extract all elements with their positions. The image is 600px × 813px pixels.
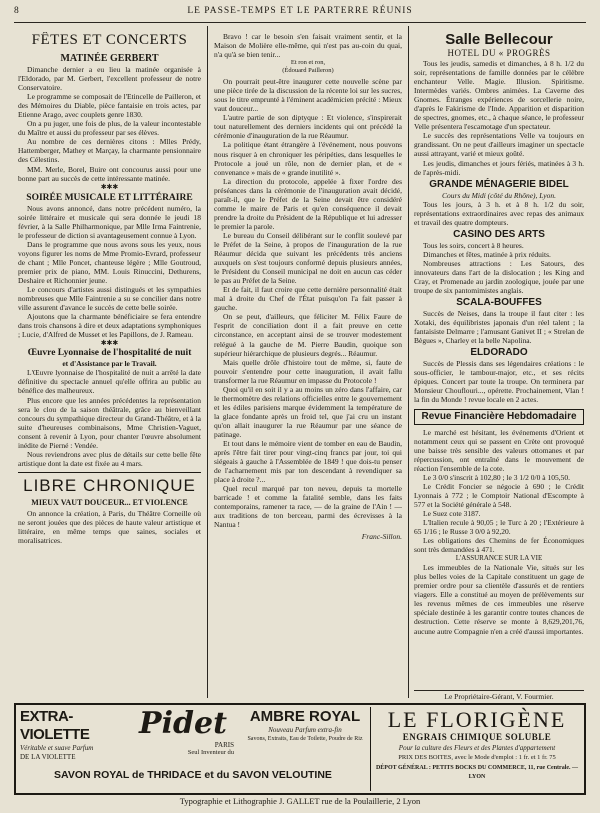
paragraph: Le Suez cote 3187. [423,508,481,518]
paragraph: Dimanche dernier a eu lieu la matinée organisée à l'Eldorado, par M. Gerbert, l'excellent professeur de notre Conservatoire. [18,65,201,93]
casino-title: CASINO DES ARTS [453,228,545,240]
paragraph: Nous avons annoncé, dans notre précédent numéro, la soirée littéraire et musicale qui sera donnée le jeudi 18 février, à la Salle Philharmonique, par Mlle Irma Faintrenie, le professeur de diction si avantageusement connue à Lyon. [18,203,201,240]
article-title: Œuvre Lyonnaise de l'hospitalité de nuit [27,348,192,359]
paragraph: Ajoutons que la charmante bénéficiaire se fera entendre dans trois chansons à dire et deux adaptations symphoniques ; Lucie, d'Alfred de Musset et les Papillons, de J. Rameau. [18,312,201,340]
brand-city: PARIS [214,741,234,749]
paragraph: MM. Merle, Borel, Buire ont concourus aussi pour une bonne part au succès de cette intéressante matinée. [18,164,201,183]
ornament-stars: ✱✱✱ [100,339,119,348]
scala-title: SCALA-BOUFFES [456,297,542,309]
salle-title: Salle Bellecour [445,32,553,48]
advertisement-band [14,703,586,795]
paragraph: L'Italien recule à 90,05 ; le Turc à 20 ; l'Extérieure à 65 1/16 ; le Russe 3 0/0 à 92,20. [414,517,584,537]
article-title: MATINÉE GERBERT [60,53,159,64]
section-rule [18,472,201,473]
paragraph: On a pu juger, une fois de plus, de la valeur incontestable du Maître et aussi du professeur par ses élèves. [18,119,201,138]
paragraph: La direction du protocole, appelée à fixer l'ordre des préséances dans la cérémonie de l'inauguration avait décidé, paraît-il, que le Préfet de la Seine devait être considéré comme le maire de Paris et qu'en conséquence il devait prendre la droite du Président de la République et lui adresser le premier la parole. [214,176,402,231]
paragraph: Nombreuses attractions : Les Satours, des innovateurs dans l'art de la dislocation ; les King and Cray, et Promenade au jardin zoologique, jouée par une troupe de six pantomimistes anglais. [414,258,584,296]
paragraph: On annonce la création, à Paris, du Théâtre Corneille où ne seront jouées que des pièces de haute valeur artistique et littéraire, en même temps que saines, sociales et moralisatrices. [18,508,201,546]
gerant-line: Le Propriétaire-Gérant, V. Fourmier. [414,690,584,701]
printer-footer: Typographie et Lithographie J. GALLET rue de la Poulaillerie, 2 Lyon [179,796,421,806]
menagerie-subtitle: Cours du Midi (côté du Rhône), Lyon. [442,190,556,200]
paragraph: Le succès des représentations Velle va toujours en grandissant. On ne peut d'ailleurs imaginer un spectacle aussi attrayant, varié et mieux goûté. [414,131,584,159]
header-rule [14,22,586,23]
paragraph: Et tout dans le mémoire vient de tomber en eau de Baudin, après l'être fait tirer pour vingt-cinq francs par jour, toi qui siégeais à gauche à l'Assemblée de 1849 ! que dois-tu penser de l'acharnement mis par ton descendant à revendiquer sa place à droite ?... [214,439,402,485]
ad-ambre-title: AMBRE ROYAL [249,708,361,725]
florigene-line2: PRIX DES BOITES, avec le Mode d'emploi : 1 fr. et 1 fr. 75 [398,754,556,761]
ad-florigene [374,705,580,793]
paragraph: Quoi qu'il en soit il y a au moins un zéro dans l'affaire, car le thermomètre des relations officielles entre le gouvernement et les édiles parisiens marque évidemment la température de la glace fondante après un froid tel, que j'ai cru un instant qu'on allait inaugurer la rue Réaumur par une séance de patinage. [214,384,402,439]
paragraph: Bravo ! car le besoin s'en faisait vraiment sentir, et la Maison de Molière elle-même, qui n'est pas au-coin du quai, n'a qu'à se bien tenir... [214,32,402,60]
signature: Franc-Sillon. [361,532,402,542]
paragraph: Les obligations des Chemins de fer Économiques sont très demandées à 471. [414,536,584,555]
paragraph: Et de fait, il faut croire que cette dernière personnalité était mal à droite du Chef de l'État puisqu'on l'a fait passer à gauche. [214,285,402,313]
florigene-title: LE FLORIGÈNE [387,707,567,732]
subheading: L'ASSURANCE SUR LA VIE [455,554,543,563]
quote-author: (Édouard Pailleron) [282,67,334,75]
page-number: 8 [14,6,20,16]
florigene-line1: Pour la culture des Fleurs et des Plantes d'appartement [398,744,556,752]
florigene-depot: DÉPOT GÉNÉRAL : PETITS BOCKS DU COMMERCE, 11, rue Centrale. — LYON [375,765,579,780]
florigene-sub: ENGRAIS CHIMIQUE SOLUBLE [402,732,552,742]
paragraph: Tous les jeudis, samedis et dimanches, à 8 h. 1/2 du soir, représentations de famille données par le célèbre enchanteur Velle. Magie. Illusion. Spiritisme. Intermèdes variés. Ombres animées. La Caverne des Gnomes. Étranges expériences de sorcellerie noire, d'après le Fakirisme de l'Inde. Apparition et disparition de spectres, gnomes, etc., à chaque séance, le professeur Velle présentera l'escamotage d'un spectateur. [414,59,584,132]
article-title: SOIRÉE MUSICALE ET LITTÉRAIRE [26,192,193,203]
revue-title: Revue Financière Hebdomadaire [414,409,584,425]
paragraph: Les immeubles de la Nationale Vie, situés sur les plus belles voies de la Capitale constituent un gage de premier ordre pour sa clientèle d'assurés et de rentiers viagers. Elle a constitué au moyen de prélèvements sur les revenus mêmes de ces immeubles une réserve spéciale destinée à les garantir contre toutes chances de destruction. Cette réserve se monte à 8,629,201,76, aucune autre Compagnie n'en a créé d'aussi importantes. [414,563,584,636]
ornament-stars: ✱✱✱ [100,182,119,191]
paragraph: Le marché est hésitant, les événements d'Orient et notamment ceux qui se passent en Crète ont provoqué une baisse très sensible des valeurs ottomanes et par répercussion, ont entraîné dans le mouvement de réaction l'ensemble de la cote. [414,427,584,473]
column-2 [214,32,402,698]
paragraph: Plus encore que les années précédentes la représentation sera le clou de la saison théâtrale, grâce au bienveillant concours du sympathique directeur du Grand-Théâtre, et à la suite d'heureuses combinaisons, Mme Christien-Vaguet, consent à revenir à Lyon, pour chanter l'œuvre absolument inédite de Pierné : Vendée. [18,395,201,450]
paragraph: On pourrait peut-être inaugurer cette nouvelle scène par une pièce tirée de la discussion de la récente loi sur les sucres, sous le titre emprunté à l'éminent académicien précité : Mieux vaut douceur... [214,77,402,114]
section-title: FÊTES ET CONCERTS [31,32,188,48]
menagerie-title: GRANDE MÉNAGERIE BIDEL [429,178,569,190]
paragraph: Quel recul marqué par ton neveu, depuis ta mortelle barricade ! et comme la fatalité semble, dans les faits contemporains, ramener ta race, — de la graine de l'Ain ! — aux traditions de ton berceau, parmi des écrevisses à la Nantua ! [214,484,402,530]
paragraph: Succès de Neises, dans la troupe il faut citer : les Xotaki, des équilibristes japonais d'un réel talent ; la fantaisiste Delmarre ; l'amusant Ganivet II ; « Strelan de Bègues », Charley et la belle Napolina. [414,309,584,346]
paragraph: La politique étant étrangère à l'événement, nous pouvons nous risquer à en chroniquer les péripéties, dans lesquelles le Protocole a joué un rôle, non de dernier plan, et de « convenance » mais de « grande inutilité ». [214,140,402,177]
ad-violette-title: EXTRA-VIOLETTE [20,708,90,743]
paragraph: Tous les soirs, concert à 8 heures. [423,240,524,250]
paragraph: Mais quelle drôle d'histoire tout de même, si, faute de pouvoir s'entendre pour cette inauguration, il avait fallu transformer la rue Réaumur en impasse du Protocole ! [214,357,402,385]
paragraph: Le Crédit Foncier se négocie à 690 ; le Crédit Lyonnais à 772 ; le Comptoir National d'Escompte à 577 et la Société générale à 548. [414,481,584,509]
paragraph: Le programme se composait de l'Etincelle de Pailleron, et des Mémoires du Diable, pièce fantaisie en trois actes, par Etienne Arago, avec couplets genre 1830. [18,92,201,120]
brand-note: Seul Inventeur du [187,749,234,756]
quote-line: Et ron et ron, [290,59,326,67]
paragraph: Dans le programme que nous avons sous les yeux, nous voyons figurer les noms de Mme Promio-Evrard, professeur de chant ; Mlle Poncet, chanteuse légère ; Mlle Goutroud, premier prix de piano, MM. Louis Rinuccini, Dethurens, Deshaire et Richonnier jeune. [18,239,201,285]
paragraph: Nous reviendrons avec plus de détails sur cette belle fête artistique dont la date est fixée au 4 mars. [18,449,201,468]
chronique-title: LIBRE CHRONIQUE [23,475,196,495]
column-separator [408,26,409,698]
paragraph: Le concours d'artistes aussi distingués et les sympathies nombreuses que Mlle Faintrenie a su se concilier dans notre ville assurent d'avance le succès de cette belle soirée. [18,285,201,313]
paragraph: L'Œuvre lyonnaise de l'hospitalité de nuit a arrêté la date définitive du spectacle annuel qu'elle offrira au public au bénéfice des malheureux. [18,368,201,396]
ad-ambre-list: Savons, Extraits, Eau de Toilette, Poudre de Riz [247,736,363,742]
paragraph: L'autre partie de son diptyque : Et violence, s'inspirerait tout naturellement des derniers incidents qui ont précédé la cérémonie d'inauguration de la rue Réaumur. [214,113,402,141]
paragraph: Dimanches et fêtes, matinée à prix réduits. [423,249,551,259]
ad-violette-sub2: DE LA VIOLETTE [20,753,76,761]
ad-savon-line: SAVON ROYAL de THRIDACE et du SAVON VELOUTINE [54,769,332,781]
paragraph: Au nombre de ces dernières citons : Mlles Prédy, Hattemberger, Mathey et Marçay, la charmante pensionnaire des Célestins. [18,137,201,165]
column-separator [207,26,208,698]
salle-subtitle: HOTEL DU « PROGRÈS [447,48,551,58]
paragraph: On se peut, d'ailleurs, que féliciter M. Félix Faure de l'esprit de conciliation dont il a fait preuve en cette circonstance, en acceptant ainsi de se trouver modestement relégué à la gauche de M. Pierre Baudin, quoique son supérieur hiérarchique de plusieurs degrés... Réaumur. [214,312,402,358]
paragraph: Le bureau du Conseil délibérant sur le conflit soulevé par le Préfet de la Seine, à propos de l'inauguration de la rue Réaumur décida que suivant les précédents très anciens auxquels on s'est toujours conformé depuis plusieurs années, le Président du Conseil municipal ne doit en aucun cas céder le pas au Préfet de la Seine. [214,230,402,286]
ad-violette-sub: Véritable et suave Parfum [20,744,94,752]
chronique-subtitle: MIEUX VAUT DOUCEUR... ET VIOLENCE [31,497,188,507]
paragraph: Tous les jours, à 3 h. et à 8 h. 1/2 du soir, représentations extraordinaires avec repas des animaux et travail des quatre dompteurs. [414,199,584,227]
article-subtitle: et d'Assistance par le Travail. [62,359,157,369]
ad-divider [370,707,371,791]
paragraph: Les jeudis, dimanches et jours fériés, matinées à 3 h. de l'après-midi. [414,158,584,177]
paragraph: Le 3 0/0 s'inscrit à 102,80 ; le 3 1/2 0/0 à 105,50. [423,472,570,482]
eldorado-title: ELDORADO [470,347,528,359]
column-1 [18,32,201,698]
paragraph: Succès de Plessis dans ses légendaires créations : le sous-officier, le tambour-major, etc., et ses récits épiques. Concert par toute la troupe. On terminera par Monsieur Chouflouri..., opérette. Prochainement, Vlan ! la fin du Monde ! revue locale en 2 actes. [414,359,584,405]
running-header [14,6,586,20]
column-3 [414,32,584,698]
ad-ambre-sub: Nouveau Parfum extra-fin [268,726,342,734]
brand-logo: Pidet [139,706,227,741]
running-title: LE PASSE-TEMPS ET LE PARTERRE RÉUNIS [187,6,413,16]
